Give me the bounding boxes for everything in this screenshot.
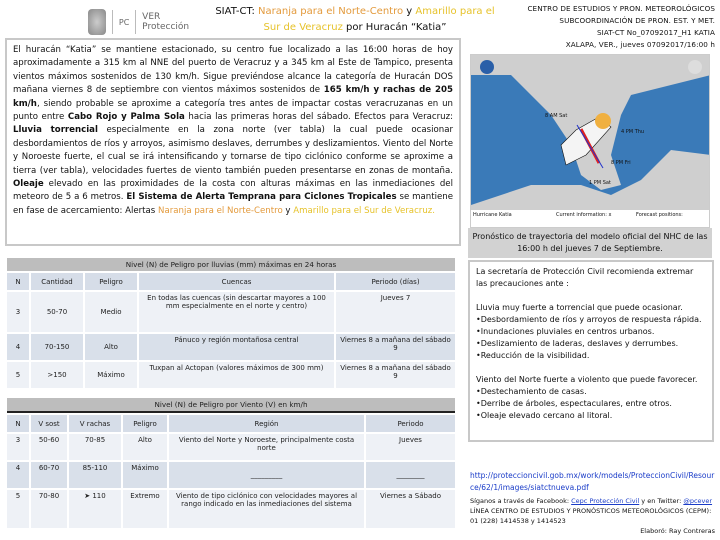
column-header: Cantidad (31, 273, 83, 290)
column-header: N (7, 415, 29, 432)
table-cell: Lluvia torrencial (13, 125, 98, 136)
table-cell: Medio (85, 292, 137, 332)
table-cell: 70-150 (31, 334, 83, 360)
page-title (210, 4, 500, 36)
follow-text: Síganos a través de Facebook: (470, 497, 572, 505)
title-suffix: por Huracán “Katia” (342, 22, 447, 33)
table-row (7, 462, 455, 488)
table-cell: 60-70 (31, 462, 67, 488)
column-header: Región (169, 415, 364, 432)
issuer-line: SUBCOORDINACIÓN DE PRON. EST. Y MET. (559, 16, 715, 25)
column-header: V sost (31, 415, 67, 432)
table-cell: Tuxpan al Actopan (valores máximos de 300 mm) (139, 362, 334, 388)
table-cell: 4 (7, 334, 29, 360)
rain-hazard-table (5, 256, 457, 390)
map-graphic (471, 55, 710, 228)
rain-effects-title: Lluvia muy fuerte a torrencial que puede ocasionar. (476, 303, 683, 312)
map-legend: Hurricane Katia (473, 212, 512, 218)
table-row (7, 362, 455, 388)
table-cell: >150 (31, 362, 83, 388)
column-header: Cuencas (139, 273, 334, 290)
table-cell: Viernes 8 a mañana del sábado 9 (336, 362, 455, 388)
table-cell: Viento del Norte y Noroeste, principalmente costa norte (169, 434, 364, 460)
table-cell: 165 km/h y rachas de 205 km/h (13, 85, 453, 109)
table-cell: 3 (7, 434, 29, 460)
table-cell: especialmente en la zona norte (ver tabla) la cual puede ocasionar desbordamientos de ríos y arroyos, asimismo deslaves, derrumbes y deslizamientos. Viento del Norte y Noroeste fuerte, el cual se irá intensificando y tornarse de tipo ciclónico conforme se aproxime a tierra (ver tabla), velocidades fuertes de viento también pueden presentarse en zonas de montaña. (13, 125, 453, 176)
table-cell: El huracán “Katia” se mantiene estacionado, su centro fue localizado a las 16:00 horas de hoy aproximadamente a 315 km al NNE del puerto de Veracruz y a 345 km al Este de Tampico, presenta vientos máximos sostenidos de 130 km/h. Sigue previéndose alcance la categoría de Huracán DOS mañana viernes 8 de septiembre con vientos máximos sostenidos de (13, 45, 453, 96)
table-cell: y (282, 205, 294, 216)
table-title: Nivel (N) de Peligro por lluvias (mm) máximas en 24 horas (7, 258, 455, 271)
list-item: •Oleaje elevado cercano al litoral. (476, 411, 613, 420)
header-logos (88, 6, 198, 38)
table-cell: 3 (7, 292, 29, 332)
table-cell: Oleaje (13, 179, 44, 190)
table-cell: 5 (7, 362, 29, 388)
table-row (7, 434, 455, 460)
recommendations-intro: La secretaría de Protección Civil recomienda extremar las precauciones ante : (476, 267, 694, 288)
facebook-link[interactable]: Cepc Protección Civil (571, 497, 640, 505)
table-cell: 5 (7, 490, 29, 528)
table-cell: hacia las primeras horas del sábado. Efectos para Veracruz: (184, 112, 453, 123)
bulletin-text (5, 38, 461, 246)
table-title: Nivel (N) de Peligro por Viento (V) en km/h (7, 398, 455, 413)
author: Elaboró: Ray Contreras (640, 527, 715, 535)
veracruz-seal-logo (88, 9, 106, 35)
bulletin-date: XALAPA, VER., jueves 07092017/16:00 h (565, 40, 715, 49)
column-header: Periodo (366, 415, 455, 432)
table-cell: 50-60 (31, 434, 67, 460)
table-cell: Viento de tipo ciclónico con velocidades mayores al rango indicado en las inmediaciones del sistema (169, 490, 364, 528)
table-cell: Cabo Rojo y Palma Sola (67, 112, 185, 123)
table-cell: se mantiene en fase de acercamiento: Alertas (13, 192, 454, 216)
map-legend: Forecast positions: (636, 212, 683, 218)
table-cell: ➤ 110 (69, 490, 121, 528)
list-item: •Reducción de la visibilidad. (476, 351, 590, 360)
list-item: •Deslizamiento de laderas, deslaves y derrumbes. (476, 339, 679, 348)
table-cell: 85-110 (69, 462, 121, 488)
table-cell: ________ (366, 462, 455, 488)
table-cell: 4 (7, 462, 29, 488)
divider (135, 10, 136, 34)
table-cell: 70-85 (69, 434, 121, 460)
list-item: •Desbordamiento de ríos y arroyos de respuesta rápida. (476, 315, 702, 324)
bulletin-number: SIAT-CT No_07092017_H1 KATIA (596, 28, 715, 37)
table-cell: Alto (85, 334, 137, 360)
list-item: •Derribe de árboles, espectaculares, entre otros. (476, 399, 672, 408)
table-row (7, 292, 455, 332)
title-prefix: SIAT-CT: (215, 6, 259, 17)
list-item: •Destechamiento de casas. (476, 387, 587, 396)
twitter-text: y en Twitter: (639, 497, 684, 505)
table-row (7, 334, 455, 360)
column-header: V rachas (69, 415, 121, 432)
title-yellow: Amarillo para el Sur de Veracruz (263, 6, 495, 33)
recommendations-box (468, 260, 714, 442)
map-caption: Pronóstico de trayectoria del modelo oficial del NHC de las 16:00 h del jueves 7 de Septiembre. (468, 228, 712, 258)
table-cell: 70-80 (31, 490, 67, 528)
issuer-info (490, 3, 715, 51)
column-header: Peligro (123, 415, 167, 432)
table-cell: Máximo (85, 362, 137, 388)
table-cell: Extremo (123, 490, 167, 528)
table-cell: _________ (169, 462, 364, 488)
table-cell: Viernes 8 a mañana del sábado 9 (336, 334, 455, 360)
map-label: 8 AM Sat (545, 113, 568, 119)
phone-line: LÍNEA CENTRO DE ESTUDIOS Y PRONÓSTICOS METEOROLÓGICOS (CEPM): 01 (228) 1414538 y 1414523 (470, 507, 712, 525)
title-and: y (403, 6, 416, 17)
column-header: N (7, 273, 29, 290)
column-header: Peligro (85, 273, 137, 290)
table-cell: El Sistema de Alerta Temprana para Ciclones Tropicales (126, 192, 397, 203)
siat-ct-pdf-link[interactable]: http://proteccioncivil.gob.mx/work/models/ProteccionCivil/Resource/62/1/images/siatctnueva.pdf (470, 471, 715, 492)
column-header: Periodo (días) (336, 273, 455, 290)
table-cell: Alto (123, 434, 167, 460)
table-cell: elevado en las proximidades de la costa con alturas máximas en las inmediaciones del meteoro de 5 a 6 metros. (13, 179, 453, 203)
issuer-line: CENTRO DE ESTUDIOS Y PRON. METEOROLÓGICOS (527, 4, 715, 13)
table-cell: Naranja para el Norte-Centro (158, 205, 283, 216)
table-cell: 50-70 (31, 292, 83, 332)
table-cell: Jueves 7 (336, 292, 455, 332)
table-cell: Pánuco y región montañosa central (139, 334, 334, 360)
table-row (7, 490, 455, 528)
table-cell: Viernes a Sábado (366, 490, 455, 528)
pc-logo: PC (118, 17, 130, 27)
map-legend: Current information: x (556, 212, 612, 218)
wind-hazard-table (5, 396, 457, 530)
table-cell: Jueves (366, 434, 455, 460)
map-label: 8 PM Fri (611, 160, 631, 166)
title-orange: Naranja para el Norte-Centro (258, 6, 404, 17)
ver-proteccion-logo: VER Protección (142, 12, 190, 32)
table-cell: Máximo (123, 462, 167, 488)
list-item: •Inundaciones pluviales en centros urbanos. (476, 327, 655, 336)
wind-effects-title: Viento del Norte fuerte a violento que puede favorecer. (476, 375, 698, 384)
divider (112, 10, 113, 34)
table-cell: En todas las cuencas (sin descartar mayores a 100 mm especialmente en el norte y centro) (139, 292, 334, 332)
map-label: 1 PM Sat (589, 180, 611, 186)
table-cell: , siendo probable se aproxime a categoría tres antes de impactar costas veracruzanas en un punto entre (13, 98, 453, 123)
table-cell: Amarillo para el Sur de Veracruz. (293, 205, 436, 216)
map-label: 4 PM Thu (621, 129, 645, 135)
footer (470, 470, 715, 537)
nhc-forecast-map (470, 54, 710, 228)
twitter-link[interactable]: @pcever (683, 497, 713, 505)
